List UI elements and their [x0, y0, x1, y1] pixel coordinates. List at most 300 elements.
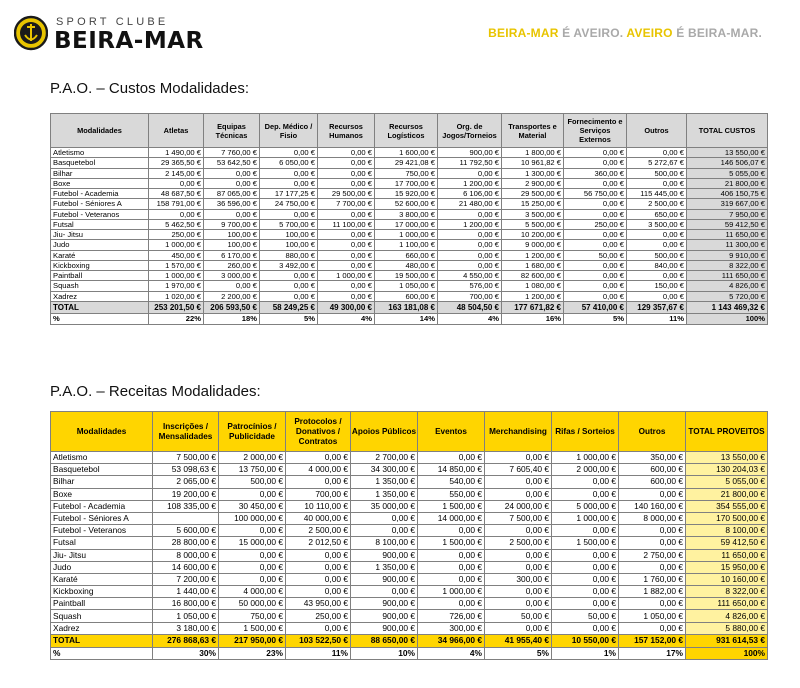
- slogan-part: BEIRA-MAR: [488, 26, 559, 40]
- table-cell: 253 201,50 €: [149, 301, 204, 313]
- table-cell: 0,00 €: [318, 260, 375, 270]
- table-cell: 900,00 €: [438, 148, 502, 158]
- table-cell: 0,00 €: [485, 488, 552, 500]
- table-cell: 0,00 €: [204, 281, 260, 291]
- table-cell: 5 500,00 €: [502, 219, 564, 229]
- row-label: Futebol - Séniores A: [51, 199, 149, 209]
- table-cell: 7 700,00 €: [318, 199, 375, 209]
- table-cell: 360,00 €: [564, 168, 627, 178]
- table-cell: 53 642,50 €: [204, 158, 260, 168]
- table-cell: 10 110,00 €: [286, 500, 351, 512]
- table-row: [51, 281, 768, 291]
- table-cell: 0,00 €: [286, 561, 351, 573]
- table-cell: 8 100,00 €: [351, 537, 418, 549]
- table-cell: 21 800,00 €: [686, 488, 768, 500]
- table-cell: 576,00 €: [438, 281, 502, 291]
- table-cell: 0,00 €: [286, 586, 351, 598]
- table-cell: 1 200,00 €: [438, 219, 502, 229]
- table-cell: 700,00 €: [438, 291, 502, 301]
- table-cell: 23%: [219, 647, 286, 659]
- table-cell: 0,00 €: [219, 549, 286, 561]
- row-label: TOTAL: [51, 301, 149, 313]
- table-cell: 1 680,00 €: [502, 260, 564, 270]
- table-cell: 1 000,00 €: [552, 512, 619, 524]
- table-row: [51, 525, 768, 537]
- table-cell: 4%: [318, 313, 375, 324]
- table-cell: 100%: [687, 313, 768, 324]
- table-cell: 0,00 €: [418, 452, 485, 464]
- table-cell: 0,00 €: [564, 271, 627, 281]
- table-row: [51, 230, 768, 240]
- table-cell: 0,00 €: [438, 260, 502, 270]
- row-label: Xadrez: [51, 622, 153, 634]
- table-cell: 24 000,00 €: [485, 500, 552, 512]
- table-cell: 4 000,00 €: [219, 586, 286, 598]
- table-cell: 0,00 €: [485, 586, 552, 598]
- table-cell: 59 412,50 €: [686, 537, 768, 549]
- table-cell: 1 300,00 €: [502, 168, 564, 178]
- row-label: Karaté: [51, 250, 149, 260]
- table-cell: 43 950,00 €: [286, 598, 351, 610]
- row-label: Boxe: [51, 488, 153, 500]
- table-cell: 1 500,00 €: [219, 622, 286, 634]
- table-cell: 6 170,00 €: [204, 250, 260, 260]
- table-cell: 7 500,00 €: [485, 512, 552, 524]
- column-header: Modalidades: [51, 412, 153, 452]
- table-cell: 0,00 €: [219, 573, 286, 585]
- row-label: Futebol - Academia: [51, 500, 153, 512]
- table-cell: 10 550,00 €: [552, 634, 619, 647]
- table-cell: 108 335,00 €: [153, 500, 219, 512]
- row-label: Paintball: [51, 271, 149, 281]
- table-cell: 11 100,00 €: [318, 219, 375, 229]
- table-cell: 50,00 €: [552, 610, 619, 622]
- table-cell: 21 800,00 €: [687, 178, 768, 188]
- table-row: [51, 199, 768, 209]
- row-label: Futebol - Academia: [51, 189, 149, 199]
- table-row: [51, 291, 768, 301]
- table-cell: 9 700,00 €: [204, 219, 260, 229]
- table-cell: 480,00 €: [375, 260, 438, 270]
- table-cell: 0,00 €: [564, 178, 627, 188]
- table-cell: 2 012,50 €: [286, 537, 351, 549]
- table-cell: 100,00 €: [260, 230, 318, 240]
- table-cell: 19 200,00 €: [153, 488, 219, 500]
- column-header: Dep. Médico / Fisio: [260, 114, 318, 148]
- table-cell: 29 500,00 €: [502, 189, 564, 199]
- row-label: Futebol - Séniores A: [51, 512, 153, 524]
- table-cell: 34 300,00 €: [351, 464, 418, 476]
- table-cell: 650,00 €: [627, 209, 687, 219]
- table-cell: 50 000,00 €: [219, 598, 286, 610]
- table-cell: 450,00 €: [149, 250, 204, 260]
- table-cell: 1 350,00 €: [351, 476, 418, 488]
- table-cell: 100%: [686, 647, 768, 659]
- table-cell: [153, 512, 219, 524]
- table-cell: 6 050,00 €: [260, 158, 318, 168]
- percent-row: [51, 647, 768, 659]
- table-cell: 0,00 €: [438, 240, 502, 250]
- table-cell: 1 143 469,32 €: [687, 301, 768, 313]
- table-cell: 24 750,00 €: [260, 199, 318, 209]
- table-cell: 1 200,00 €: [502, 291, 564, 301]
- row-label: Judo: [51, 561, 153, 573]
- table-row: [51, 158, 768, 168]
- table-cell: 0,00 €: [260, 168, 318, 178]
- table-cell: 4 826,00 €: [687, 281, 768, 291]
- percent-row: [51, 313, 768, 324]
- table-cell: 0,00 €: [564, 291, 627, 301]
- column-header: Recursos Humanos: [318, 114, 375, 148]
- table-cell: 3 800,00 €: [375, 209, 438, 219]
- column-header: Atletas: [149, 114, 204, 148]
- table-cell: 2 500,00 €: [485, 537, 552, 549]
- row-label: Jiu- Jitsu: [51, 549, 153, 561]
- row-label: Basquetebol: [51, 464, 153, 476]
- table-cell: 0,00 €: [485, 561, 552, 573]
- table-cell: 2 065,00 €: [153, 476, 219, 488]
- table-cell: 52 600,00 €: [375, 199, 438, 209]
- table-cell: 0,00 €: [286, 622, 351, 634]
- row-label: Xadrez: [51, 291, 149, 301]
- table-cell: 5 880,00 €: [686, 622, 768, 634]
- table-cell: 100,00 €: [204, 240, 260, 250]
- table-cell: 2 500,00 €: [627, 199, 687, 209]
- table-cell: 500,00 €: [627, 250, 687, 260]
- table-cell: 34 966,00 €: [418, 634, 485, 647]
- column-header: Merchandising: [485, 412, 552, 452]
- table-cell: 3 000,00 €: [204, 271, 260, 281]
- table-cell: 30%: [153, 647, 219, 659]
- table-cell: 0,00 €: [564, 209, 627, 219]
- table-cell: 15 920,00 €: [375, 189, 438, 199]
- table-row: [51, 573, 768, 585]
- table-cell: 0,00 €: [564, 148, 627, 158]
- table-cell: 0,00 €: [438, 250, 502, 260]
- table-cell: 1 350,00 €: [351, 488, 418, 500]
- table-cell: 500,00 €: [627, 168, 687, 178]
- table-cell: 11 650,00 €: [686, 549, 768, 561]
- table-cell: 300,00 €: [418, 622, 485, 634]
- table-cell: 8 000,00 €: [619, 512, 686, 524]
- table-cell: 4 550,00 €: [438, 271, 502, 281]
- table-cell: 0,00 €: [485, 598, 552, 610]
- table-cell: 0,00 €: [619, 598, 686, 610]
- table-cell: 100,00 €: [260, 240, 318, 250]
- table-cell: 36 596,00 €: [204, 199, 260, 209]
- table-cell: 1 000,00 €: [149, 271, 204, 281]
- table-cell: 57 410,00 €: [564, 301, 627, 313]
- column-header: Protocolos / Donativos / Contratos: [286, 412, 351, 452]
- table-cell: 21 480,00 €: [438, 199, 502, 209]
- column-header: Outros: [619, 412, 686, 452]
- table-cell: 900,00 €: [351, 573, 418, 585]
- table-cell: 0,00 €: [286, 452, 351, 464]
- table-cell: 0,00 €: [149, 209, 204, 219]
- table-cell: 0,00 €: [260, 291, 318, 301]
- table-row: [51, 598, 768, 610]
- column-header: Eventos: [418, 412, 485, 452]
- table-cell: 0,00 €: [552, 525, 619, 537]
- table-row: [51, 250, 768, 260]
- table-cell: 3 180,00 €: [153, 622, 219, 634]
- costs-header-row: [51, 114, 768, 148]
- table-cell: 4%: [418, 647, 485, 659]
- table-cell: 2 200,00 €: [204, 291, 260, 301]
- table-cell: 13 550,00 €: [686, 452, 768, 464]
- table-cell: 900,00 €: [351, 622, 418, 634]
- table-cell: 7 605,40 €: [485, 464, 552, 476]
- row-label: Jiu- Jitsu: [51, 230, 149, 240]
- table-cell: 0,00 €: [219, 488, 286, 500]
- table-cell: 0,00 €: [485, 452, 552, 464]
- table-cell: 0,00 €: [318, 281, 375, 291]
- table-cell: 9 000,00 €: [502, 240, 564, 250]
- table-cell: 217 950,00 €: [219, 634, 286, 647]
- column-header: Org. de Jogos/Torneios: [438, 114, 502, 148]
- table-cell: 1 050,00 €: [375, 281, 438, 291]
- table-row: [51, 271, 768, 281]
- table-cell: 0,00 €: [318, 158, 375, 168]
- table-cell: 0,00 €: [418, 598, 485, 610]
- table-cell: 8 100,00 €: [686, 525, 768, 537]
- table-cell: 1 000,00 €: [552, 452, 619, 464]
- table-cell: 1%: [552, 647, 619, 659]
- column-header: TOTAL PROVEITOS: [686, 412, 768, 452]
- row-label: Paintball: [51, 598, 153, 610]
- table-cell: 2 145,00 €: [149, 168, 204, 178]
- table-cell: 0,00 €: [351, 586, 418, 598]
- table-cell: 2 900,00 €: [502, 178, 564, 188]
- table-cell: 14 850,00 €: [418, 464, 485, 476]
- table-cell: 3 492,00 €: [260, 260, 318, 270]
- table-row: [51, 260, 768, 270]
- table-cell: 0,00 €: [627, 271, 687, 281]
- table-cell: 250,00 €: [286, 610, 351, 622]
- table-cell: 750,00 €: [375, 168, 438, 178]
- table-cell: 82 600,00 €: [502, 271, 564, 281]
- table-cell: 2 000,00 €: [219, 452, 286, 464]
- table-cell: 0,00 €: [552, 598, 619, 610]
- table-cell: 0,00 €: [318, 291, 375, 301]
- table-cell: 1 000,00 €: [318, 271, 375, 281]
- table-row: [51, 476, 768, 488]
- table-cell: 1 882,00 €: [619, 586, 686, 598]
- table-cell: 1 050,00 €: [153, 610, 219, 622]
- table-cell: 87 065,00 €: [204, 189, 260, 199]
- table-cell: 11 650,00 €: [687, 230, 768, 240]
- table-cell: 170 500,00 €: [686, 512, 768, 524]
- table-cell: 59 412,50 €: [687, 219, 768, 229]
- column-header: Apoios Públicos: [351, 412, 418, 452]
- table-cell: 0,00 €: [564, 281, 627, 291]
- table-cell: 0,00 €: [564, 230, 627, 240]
- table-cell: 931 614,53 €: [686, 634, 768, 647]
- table-row: [51, 512, 768, 524]
- table-cell: 7 200,00 €: [153, 573, 219, 585]
- table-cell: 3 500,00 €: [502, 209, 564, 219]
- table-row: [51, 622, 768, 634]
- table-cell: 6 106,00 €: [438, 189, 502, 199]
- table-cell: 2 500,00 €: [286, 525, 351, 537]
- table-cell: 15 250,00 €: [502, 199, 564, 209]
- table-cell: 17 177,25 €: [260, 189, 318, 199]
- table-cell: 163 181,08 €: [375, 301, 438, 313]
- table-cell: 18%: [204, 313, 260, 324]
- column-header: Outros: [627, 114, 687, 148]
- table-cell: 500,00 €: [219, 476, 286, 488]
- table-cell: 7 760,00 €: [204, 148, 260, 158]
- table-cell: 35 000,00 €: [351, 500, 418, 512]
- table-cell: 1 200,00 €: [502, 250, 564, 260]
- table-cell: 540,00 €: [418, 476, 485, 488]
- row-label: Atletismo: [51, 148, 149, 158]
- table-cell: 111 650,00 €: [686, 598, 768, 610]
- table-cell: 1 000,00 €: [418, 586, 485, 598]
- table-cell: 29 365,50 €: [149, 158, 204, 168]
- brand-name: BEIRA-MAR: [54, 28, 204, 54]
- table-cell: 146 506,07 €: [687, 158, 768, 168]
- table-cell: 0,00 €: [564, 240, 627, 250]
- table-cell: 7 950,00 €: [687, 209, 768, 219]
- table-row: [51, 209, 768, 219]
- table-cell: 1 350,00 €: [351, 561, 418, 573]
- costs-table: [50, 113, 768, 325]
- column-header: Modalidades: [51, 114, 149, 148]
- table-cell: 0,00 €: [219, 561, 286, 573]
- table-cell: 10 961,82 €: [502, 158, 564, 168]
- table-cell: 0,00 €: [204, 168, 260, 178]
- row-label: Kickboxing: [51, 260, 149, 270]
- row-label: Squash: [51, 281, 149, 291]
- table-cell: 17%: [619, 647, 686, 659]
- table-cell: 0,00 €: [619, 525, 686, 537]
- table-row: [51, 189, 768, 199]
- table-cell: 9 910,00 €: [687, 250, 768, 260]
- table-row: [51, 240, 768, 250]
- table-cell: 1 800,00 €: [502, 148, 564, 158]
- table-cell: 0,00 €: [627, 178, 687, 188]
- table-cell: 4 826,00 €: [686, 610, 768, 622]
- table-cell: 0,00 €: [438, 209, 502, 219]
- table-cell: 3 500,00 €: [627, 219, 687, 229]
- table-cell: 8 000,00 €: [153, 549, 219, 561]
- row-label: Basquetebol: [51, 158, 149, 168]
- table-cell: 0,00 €: [552, 586, 619, 598]
- row-label: Futebol - Veteranos: [51, 209, 149, 219]
- total-row: [51, 301, 768, 313]
- table-cell: 2 000,00 €: [552, 464, 619, 476]
- slogan-part: É BEIRA-MAR.: [672, 26, 762, 40]
- table-cell: 660,00 €: [375, 250, 438, 260]
- table-cell: 1 080,00 €: [502, 281, 564, 291]
- table-cell: 111 650,00 €: [687, 271, 768, 281]
- table-cell: 48 504,50 €: [438, 301, 502, 313]
- table-cell: 1 600,00 €: [375, 148, 438, 158]
- table-cell: 0,00 €: [318, 250, 375, 260]
- row-label: Judo: [51, 240, 149, 250]
- table-cell: 5 720,00 €: [687, 291, 768, 301]
- table-cell: 0,00 €: [219, 525, 286, 537]
- table-cell: 177 671,82 €: [502, 301, 564, 313]
- table-cell: 0,00 €: [485, 525, 552, 537]
- table-cell: 0,00 €: [204, 209, 260, 219]
- table-cell: 40 000,00 €: [286, 512, 351, 524]
- table-cell: 100,00 €: [204, 230, 260, 240]
- table-row: [51, 549, 768, 561]
- column-header: Rifas / Sorteios: [552, 412, 619, 452]
- table-cell: 130 204,03 €: [686, 464, 768, 476]
- table-cell: 4 000,00 €: [286, 464, 351, 476]
- table-cell: 354 555,00 €: [686, 500, 768, 512]
- table-cell: 11%: [286, 647, 351, 659]
- table-cell: 1 500,00 €: [418, 500, 485, 512]
- slogan-part: AVEIRO: [626, 26, 673, 40]
- revenue-table: [50, 411, 768, 660]
- row-label: Squash: [51, 610, 153, 622]
- table-cell: 1 760,00 €: [619, 573, 686, 585]
- table-row: [51, 586, 768, 598]
- table-row: [51, 148, 768, 158]
- table-cell: 250,00 €: [149, 230, 204, 240]
- table-cell: 14%: [375, 313, 438, 324]
- table-cell: 41 955,40 €: [485, 634, 552, 647]
- table-cell: 53 098,63 €: [153, 464, 219, 476]
- table-cell: 1 490,00 €: [149, 148, 204, 158]
- table-cell: 1 100,00 €: [375, 240, 438, 250]
- table-cell: 4%: [438, 313, 502, 324]
- table-cell: 0,00 €: [260, 271, 318, 281]
- table-cell: 29 500,00 €: [318, 189, 375, 199]
- table-cell: 0,00 €: [351, 525, 418, 537]
- table-cell: 13 550,00 €: [687, 148, 768, 158]
- column-header: TOTAL CUSTOS: [687, 114, 768, 148]
- table-cell: 88 650,00 €: [351, 634, 418, 647]
- row-label: Karaté: [51, 573, 153, 585]
- table-cell: 0,00 €: [418, 573, 485, 585]
- table-cell: 5 600,00 €: [153, 525, 219, 537]
- table-cell: 16 800,00 €: [153, 598, 219, 610]
- table-cell: 406 150,75 €: [687, 189, 768, 199]
- table-cell: 50,00 €: [485, 610, 552, 622]
- table-cell: 1 000,00 €: [149, 240, 204, 250]
- table-cell: 0,00 €: [318, 209, 375, 219]
- table-cell: 0,00 €: [318, 178, 375, 188]
- revenue-title: P.A.O. – Receitas Modalidades:: [50, 383, 261, 400]
- table-cell: 0,00 €: [564, 199, 627, 209]
- table-cell: 0,00 €: [619, 537, 686, 549]
- table-cell: 17 000,00 €: [375, 219, 438, 229]
- table-cell: 10 160,00 €: [686, 573, 768, 585]
- table-cell: 1 440,00 €: [153, 586, 219, 598]
- table-cell: 726,00 €: [418, 610, 485, 622]
- table-cell: 0,00 €: [619, 488, 686, 500]
- table-row: [51, 500, 768, 512]
- table-row: [51, 610, 768, 622]
- table-cell: 103 522,50 €: [286, 634, 351, 647]
- table-cell: 600,00 €: [619, 464, 686, 476]
- table-cell: 1 500,00 €: [552, 537, 619, 549]
- table-cell: 600,00 €: [619, 476, 686, 488]
- table-cell: 5 055,00 €: [687, 168, 768, 178]
- column-header: Fornecimento e Serviços Externos: [564, 114, 627, 148]
- page-header: [0, 0, 800, 64]
- row-label: Futebol - Veteranos: [51, 525, 153, 537]
- table-cell: 22%: [149, 313, 204, 324]
- table-cell: 1 050,00 €: [619, 610, 686, 622]
- table-cell: 900,00 €: [351, 598, 418, 610]
- table-cell: 0,00 €: [552, 476, 619, 488]
